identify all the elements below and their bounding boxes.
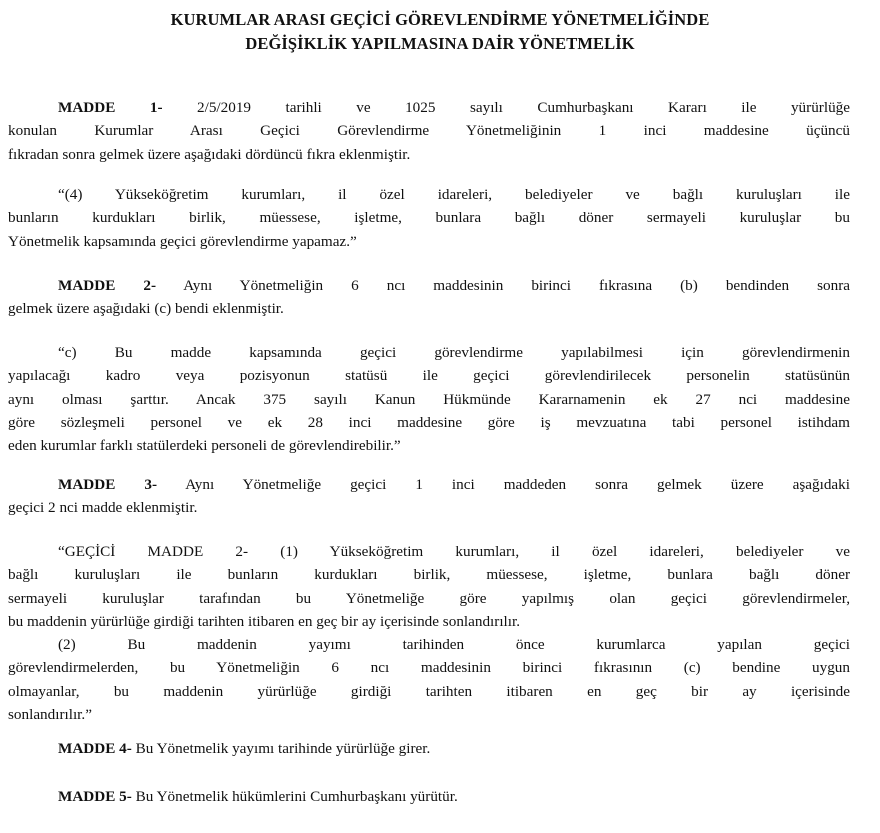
article-2-quote-line-3: aynı olması şarttır. Ancak 375 sayılı Kanun Hükmünde Kararnamenin ek 27 nci maddesine bbox=[8, 390, 850, 408]
article-1-quote bbox=[8, 183, 850, 253]
article-3-quote-line-6: görevlendirmelerden, bu Yönetmeliğin 6 ncı maddesinin birinci fıkrasının (c) bendine uygun bbox=[8, 659, 850, 677]
article-4-line-1: MADDE 4- Bu Yönetmelik yayımı tarihinde yürürlüğe girer. bbox=[58, 740, 431, 757]
article-1-label: MADDE 1- bbox=[58, 99, 163, 116]
article-1-line-1: MADDE 1- 2/5/2019 tarihli ve 1025 sayılı Cumhurbaşkanı Kararı ile yürürlüğe bbox=[58, 99, 850, 116]
article-3-quote-line-3: sermayeli kuruluşlar tarafından bu Yönetmeliğe göre yapılmış olan geçici görevlendirmeler, bbox=[8, 589, 850, 607]
article-3-quote bbox=[8, 540, 850, 726]
document-title-line-2: DEĞİŞİKLİK YAPILMASINA DAİR YÖNETMELİK bbox=[245, 34, 635, 53]
article-5-label: MADDE 5- bbox=[58, 788, 132, 805]
article-3-label: MADDE 3- bbox=[58, 476, 158, 493]
article-2-quote-line-5: eden kurumlar farklı statülerdeki personeli de görevlendirebilir.” bbox=[8, 437, 401, 455]
article-1-line-3: fıkradan sonra gelmek üzere aşağıdaki dördüncü fıkra eklenmiştir. bbox=[8, 145, 411, 163]
article-3 bbox=[8, 473, 850, 520]
article-2-line-2: gelmek üzere aşağıdaki (c) bendi eklenmiştir. bbox=[8, 300, 284, 318]
article-4-label: MADDE 4- bbox=[58, 740, 132, 757]
article-3-quote-line-4: bu maddenin yürürlüğe girdiği tarihten itibaren en geç bir ay içerisinde sonlandırılır. bbox=[8, 612, 521, 630]
article-3-quote-line-1: “GEÇİCİ MADDE 2- (1) Yükseköğretim kurumları, il özel idareleri, belediyeler ve bbox=[58, 543, 850, 560]
article-1-quote-line-3: Yönetmelik kapsamında geçici görevlendirme yapamaz.” bbox=[8, 232, 357, 250]
article-2-label: MADDE 2- bbox=[58, 277, 157, 294]
article-1 bbox=[8, 96, 850, 166]
document-title-line-1: KURUMLAR ARASI GEÇİCİ GÖREVLENDİRME YÖNETMELİĞİNDE bbox=[170, 10, 710, 29]
article-3-quote-line-8: sonlandırılır.” bbox=[8, 706, 92, 724]
article-5-line-1: MADDE 5- Bu Yönetmelik hükümlerini Cumhurbaşkanı yürütür. bbox=[58, 788, 458, 805]
article-1-quote-line-1: “(4) Yükseköğretim kurumları, il özel idareleri, belediyeler ve bağlı kuruluşları ile bbox=[58, 186, 850, 203]
article-5 bbox=[8, 785, 850, 808]
article-1-line-2: konulan Kurumlar Arası Geçici Görevlendirme Yönetmeliğinin 1 inci maddesine üçüncü bbox=[8, 122, 850, 140]
article-4 bbox=[8, 737, 850, 760]
article-2-quote bbox=[8, 341, 850, 457]
article-2-quote-line-2: yapılacağı kadro veya pozisyonun statüsü ile geçici görevlendirilecek personelin statüsünün bbox=[8, 367, 850, 385]
article-3-line-1: MADDE 3- Aynı Yönetmeliğe geçici 1 inci maddeden sonra gelmek üzere aşağıdaki bbox=[58, 476, 850, 493]
article-1-quote-line-2: bunların kurdukları birlik, müessese, işletme, bunlara bağlı döner sermayeli kuruluşlar bu bbox=[8, 209, 850, 227]
article-2-quote-line-4: göre sözleşmeli personel ve ek 28 inci maddesine göre iş mevzuatına tabi personel istihdam bbox=[8, 413, 850, 431]
article-3-quote-line-5: (2) Bu maddenin yayımı tarihinden önce kurumlarca yapılan geçici bbox=[58, 636, 850, 654]
article-3-quote-line-2: bağlı kuruluşları ile bunların kurdukları birlik, müessese, işletme, bunlara bağlı döner bbox=[8, 566, 850, 584]
article-3-line-2: geçici 2 nci madde eklenmiştir. bbox=[8, 499, 198, 517]
article-2-quote-line-1: “c) Bu madde kapsamında geçici görevlendirme yapılabilmesi için görevlendirmenin bbox=[58, 344, 850, 361]
article-2 bbox=[8, 274, 850, 321]
article-2-line-1: MADDE 2- Aynı Yönetmeliğin 6 ncı maddesinin birinci fıkrasına (b) bendinden sonra bbox=[58, 277, 850, 294]
article-3-quote-line-7: olmayanlar, bu maddenin yürürlüğe girdiği tarihten itibaren en geç bir ay içerisinde bbox=[8, 682, 850, 700]
